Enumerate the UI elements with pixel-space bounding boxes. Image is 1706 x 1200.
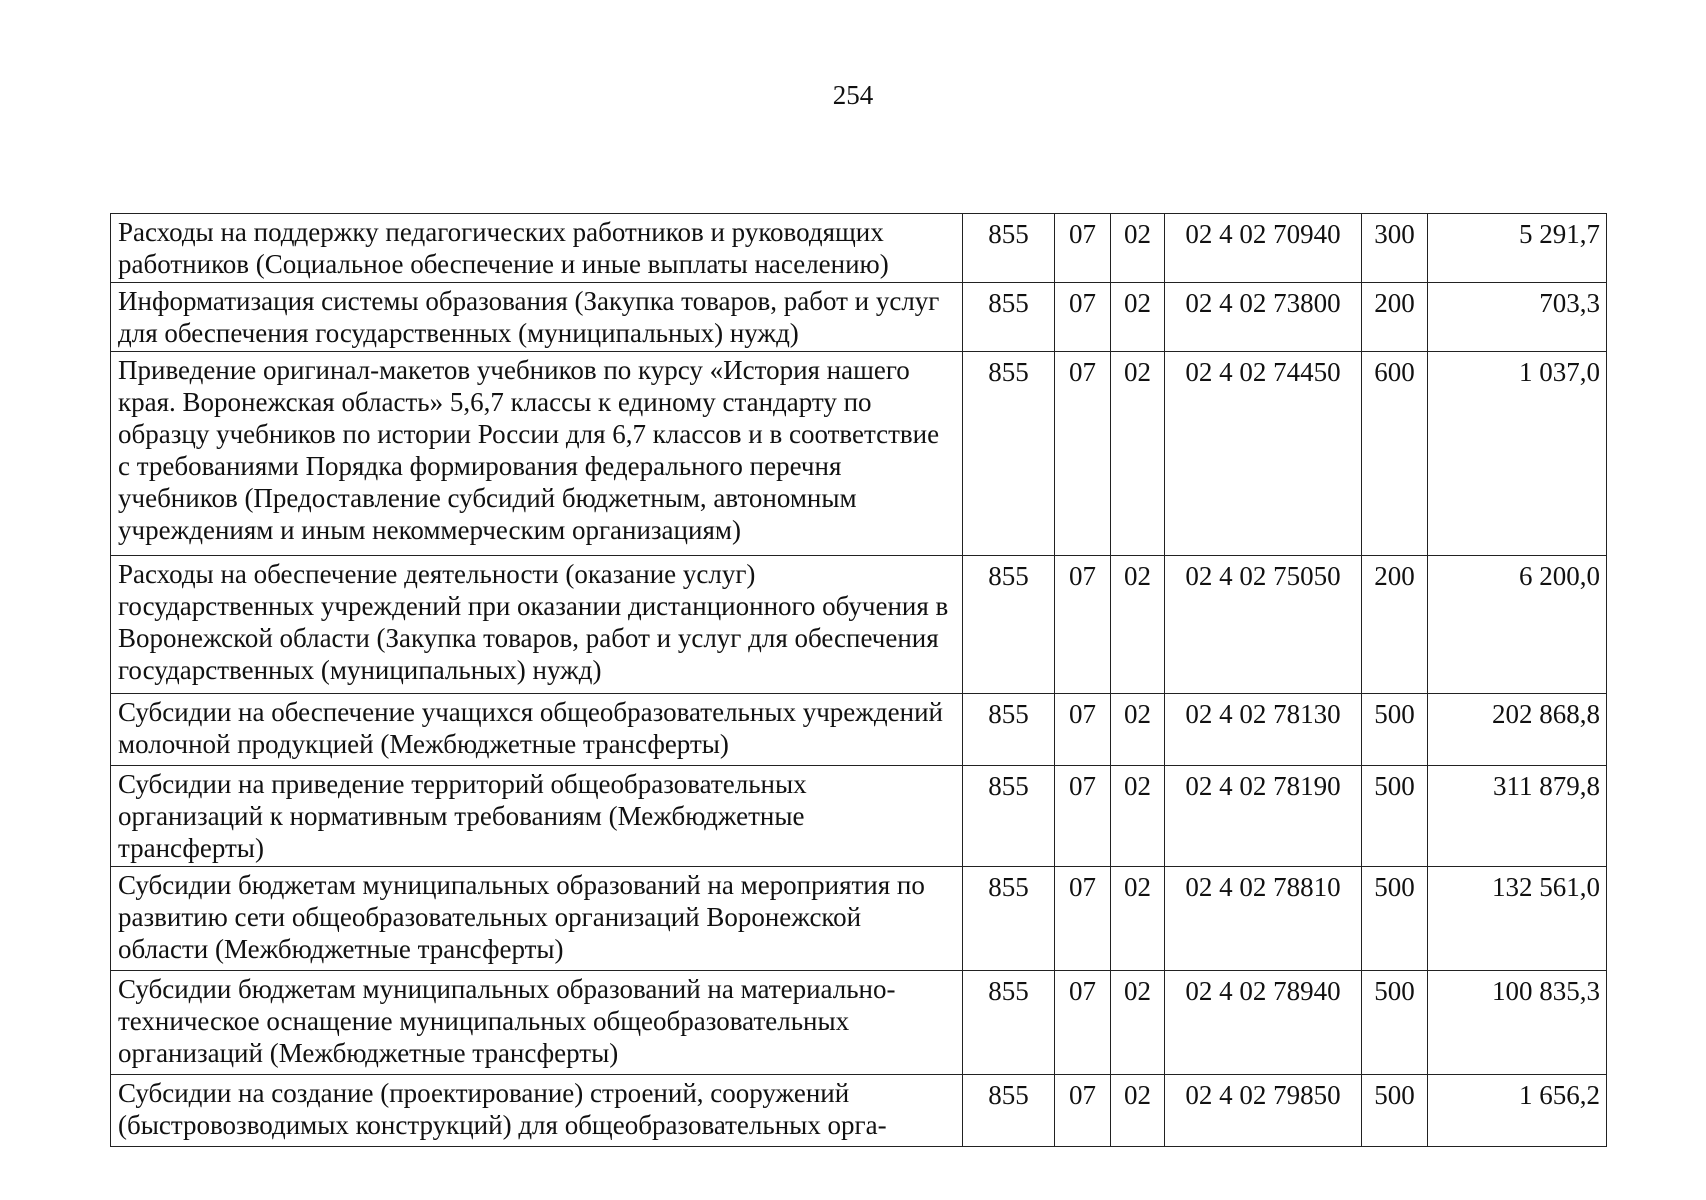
section-code: 07 [1055,556,1111,694]
amount-value: 132 561,0 [1428,867,1607,971]
target-article-code: 02 4 02 70940 [1165,214,1362,283]
subsection-code: 02 [1111,1075,1165,1147]
amount-value: 703,3 [1428,283,1607,352]
table-row [111,694,1607,766]
expense-kind-code: 500 [1362,1075,1428,1147]
row-description: Приведение оригинал-макетов учебников по курсу «История нашего края. Воронежская область» 5,6,7 классы к единому стандарту по образцу учебников по истории России для 6,7 классов и в соответствие с требованиями Порядка формирования федерального перечня учебников (Предоставление субсидий бюджетным, автономным учреждениям и иным некоммерческим организациям) [111,352,963,556]
subsection-code: 02 [1111,971,1165,1075]
target-article-code: 02 4 02 75050 [1165,556,1362,694]
subsection-code: 02 [1111,867,1165,971]
admin-code: 855 [963,214,1055,283]
table-row [111,867,1607,971]
target-article-code: 02 4 02 78190 [1165,766,1362,867]
table-row [111,766,1607,867]
expense-kind-code: 500 [1362,694,1428,766]
target-article-code: 02 4 02 73800 [1165,283,1362,352]
row-description: Субсидии на приведение территорий общеобразовательных организаций к нормативным требованиям (Межбюджетные трансферты) [111,766,963,867]
budget-table [110,213,1607,1147]
row-description: Расходы на обеспечение деятельности (оказание услуг) государственных учреждений при оказании дистанционного обучения в Воронежской области (Закупка товаров, работ и услуг для обеспечения государственных (муниципальных) нужд) [111,556,963,694]
target-article-code: 02 4 02 79850 [1165,1075,1362,1147]
admin-code: 855 [963,352,1055,556]
subsection-code: 02 [1111,694,1165,766]
target-article-code: 02 4 02 78940 [1165,971,1362,1075]
admin-code: 855 [963,971,1055,1075]
amount-value: 311 879,8 [1428,766,1607,867]
amount-value: 1 656,2 [1428,1075,1607,1147]
subsection-code: 02 [1111,556,1165,694]
expense-kind-code: 200 [1362,283,1428,352]
subsection-code: 02 [1111,766,1165,867]
admin-code: 855 [963,283,1055,352]
section-code: 07 [1055,352,1111,556]
amount-value: 6 200,0 [1428,556,1607,694]
table-row [111,283,1607,352]
expense-kind-code: 500 [1362,867,1428,971]
page-number: 254 [832,80,874,110]
row-description: Субсидии бюджетам муниципальных образований на мероприятия по развитию сети общеобразовательных организаций Воронежской области (Межбюджетные трансферты) [111,867,963,971]
amount-value: 202 868,8 [1428,694,1607,766]
section-code: 07 [1055,766,1111,867]
admin-code: 855 [963,1075,1055,1147]
table-row [111,971,1607,1075]
admin-code: 855 [963,556,1055,694]
expense-kind-code: 500 [1362,971,1428,1075]
row-description: Субсидии бюджетам муниципальных образований на материально-техническое оснащение муниципальных общеобразовательных организаций (Межбюджетные трансферты) [111,971,963,1075]
target-article-code: 02 4 02 78130 [1165,694,1362,766]
section-code: 07 [1055,867,1111,971]
subsection-code: 02 [1111,214,1165,283]
section-code: 07 [1055,214,1111,283]
row-description: Информатизация системы образования (Закупка товаров, работ и услуг для обеспечения государственных (муниципальных) нужд) [111,283,963,352]
table-row [111,352,1607,556]
admin-code: 855 [963,867,1055,971]
section-code: 07 [1055,971,1111,1075]
row-description: Субсидии на создание (проектирование) строений, сооружений (быстровозводимых конструкций) для общеобразовательных орга- [111,1075,963,1147]
target-article-code: 02 4 02 74450 [1165,352,1362,556]
subsection-code: 02 [1111,352,1165,556]
section-code: 07 [1055,694,1111,766]
section-code: 07 [1055,283,1111,352]
table-row [111,1075,1607,1147]
admin-code: 855 [963,694,1055,766]
expense-kind-code: 600 [1362,352,1428,556]
admin-code: 855 [963,766,1055,867]
target-article-code: 02 4 02 78810 [1165,867,1362,971]
row-description: Расходы на поддержку педагогических работников и руководящих работников (Социальное обеспечение и иные выплаты населению) [111,214,963,283]
expense-kind-code: 300 [1362,214,1428,283]
amount-value: 100 835,3 [1428,971,1607,1075]
table-row [111,556,1607,694]
section-code: 07 [1055,1075,1111,1147]
amount-value: 5 291,7 [1428,214,1607,283]
expense-kind-code: 200 [1362,556,1428,694]
row-description: Субсидии на обеспечение учащихся общеобразовательных учреждений молочной продукцией (Межбюджетные трансферты) [111,694,963,766]
table-row [111,214,1607,283]
amount-value: 1 037,0 [1428,352,1607,556]
expense-kind-code: 500 [1362,766,1428,867]
subsection-code: 02 [1111,283,1165,352]
